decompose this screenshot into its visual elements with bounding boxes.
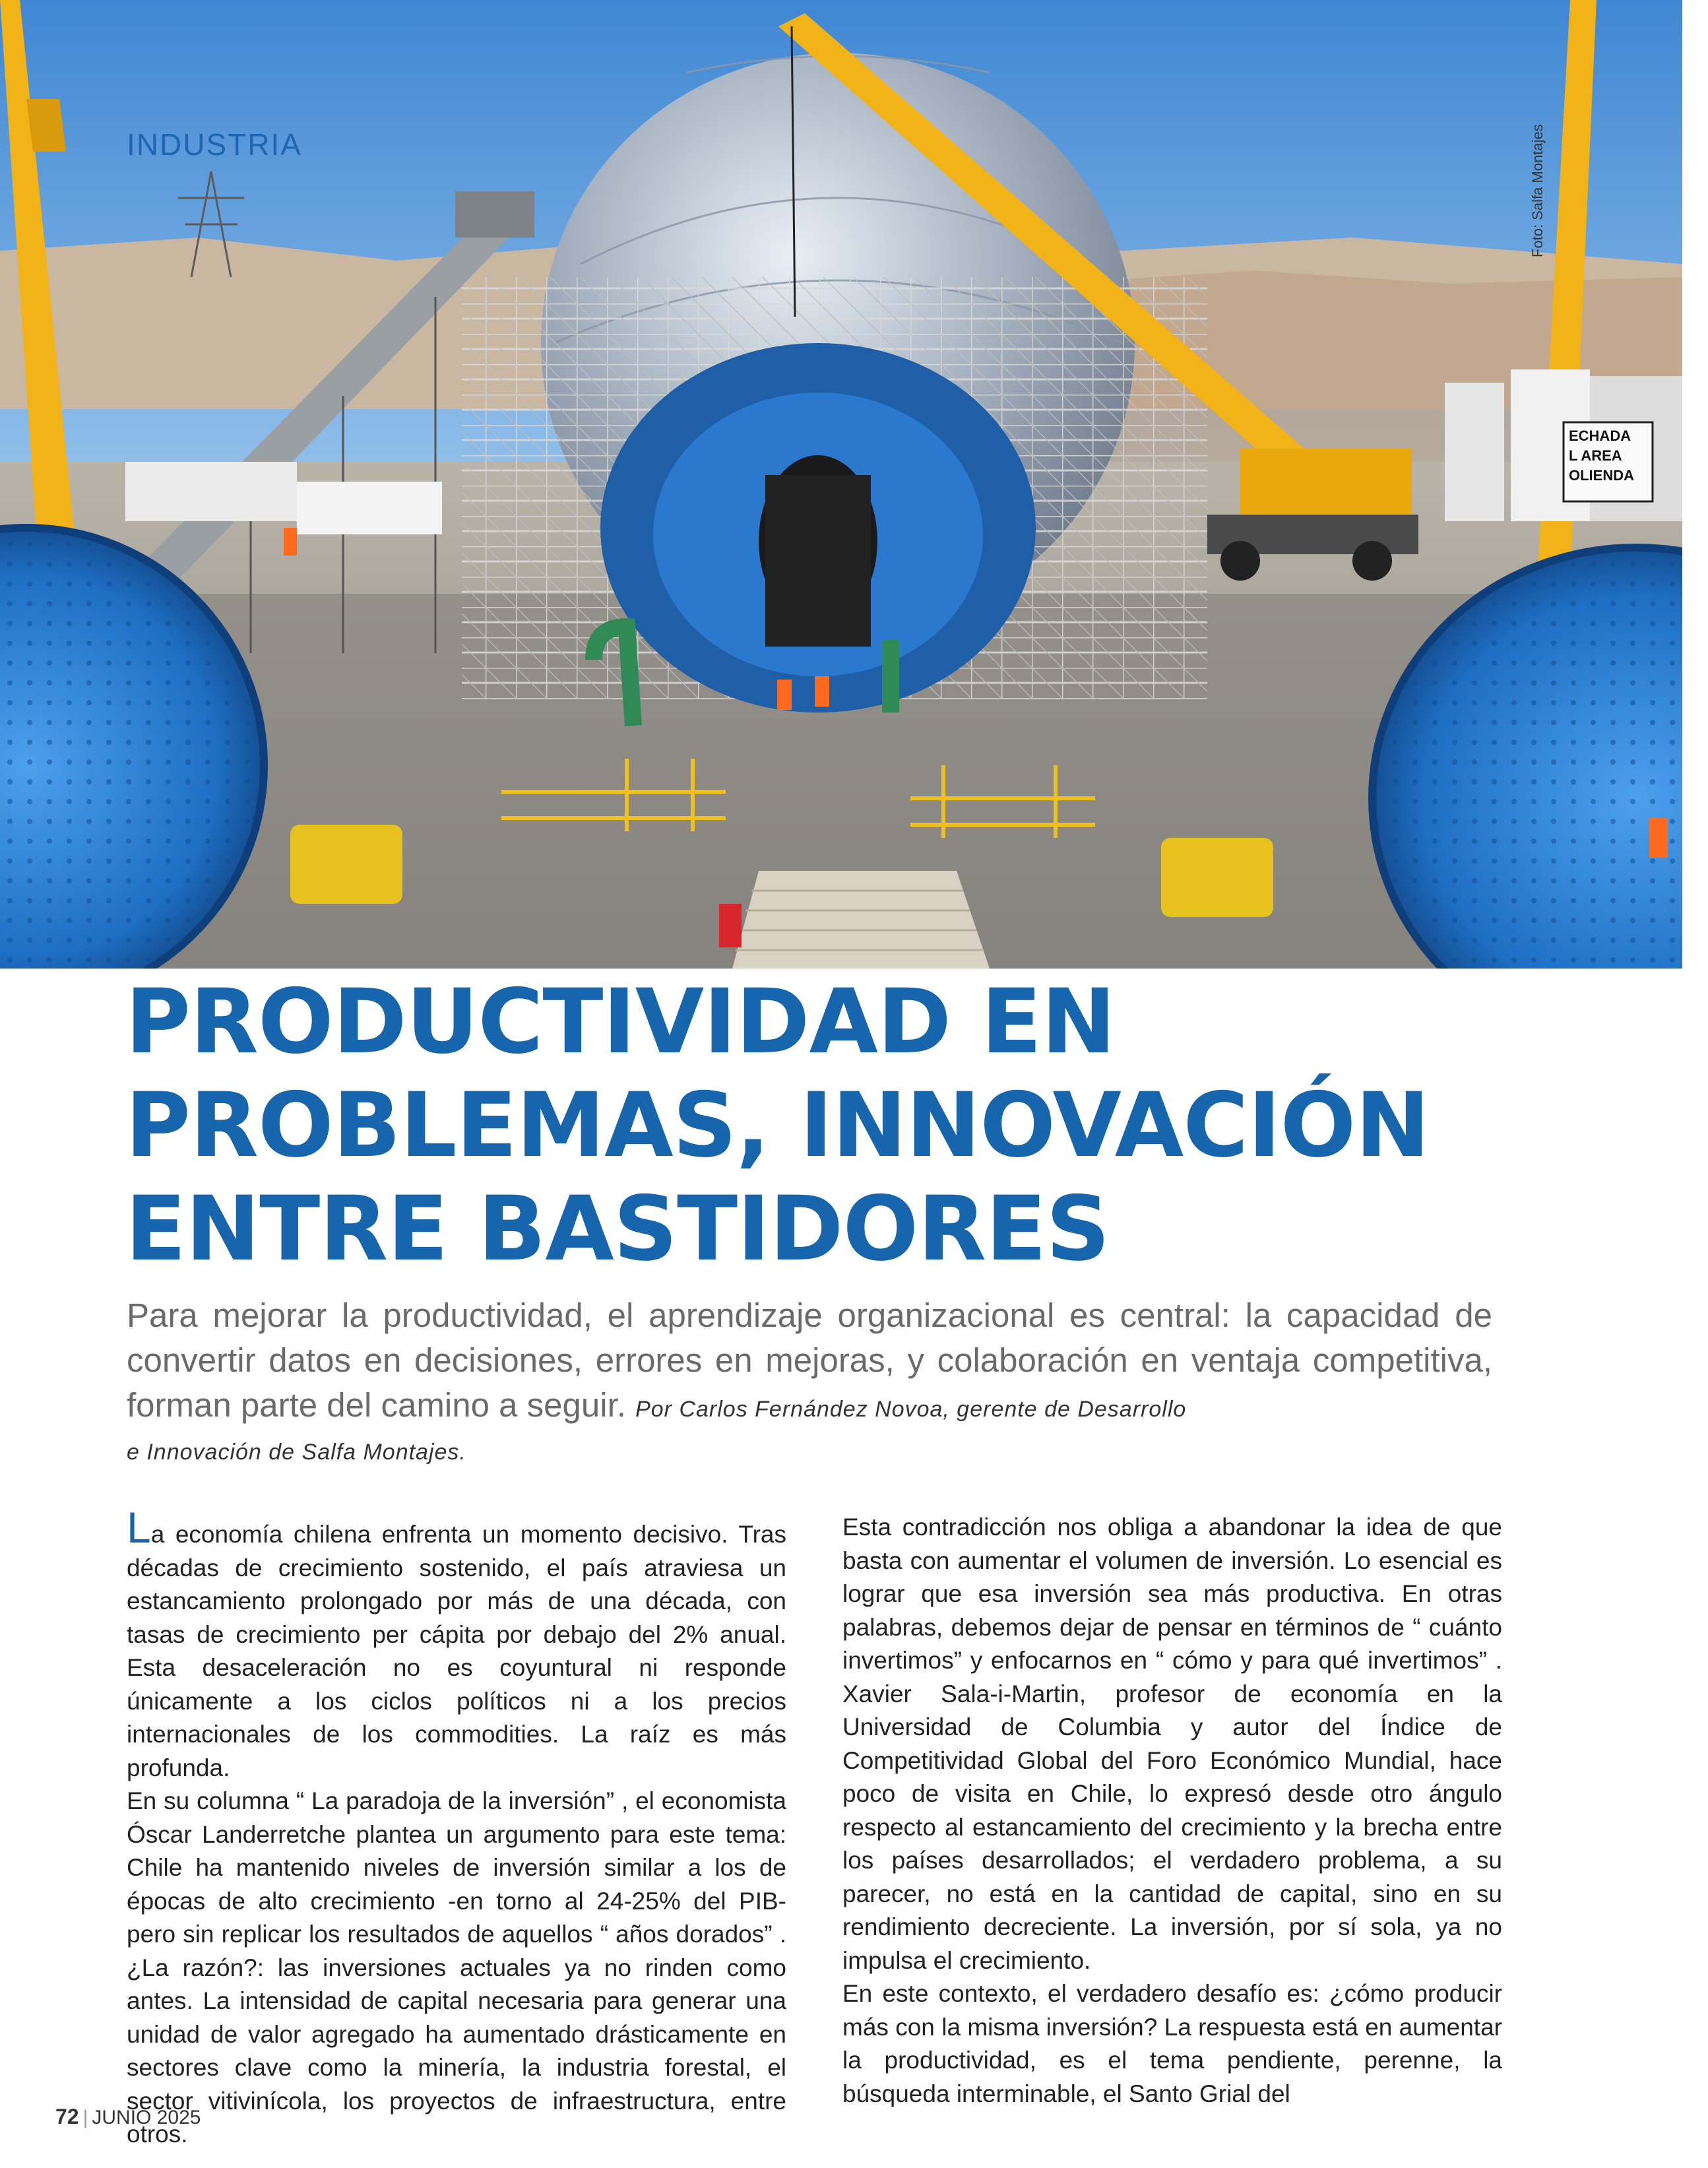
title-line: PRODUCTIVIDAD EN bbox=[125, 970, 1116, 1073]
lead-text: Para mejorar la productividad, el aprendizaje organizacional es central: la capacidad de convertir datos en decisiones, errores en mejoras, y colaboración en ventaja competitiva, forman parte del camino a seguir. bbox=[127, 1296, 1492, 1424]
gearbox-left bbox=[290, 825, 402, 904]
site-office bbox=[125, 462, 297, 521]
byline-continued: e Innovación de Salfa Montajes. bbox=[127, 1440, 466, 1465]
footer-separator: | bbox=[82, 2107, 88, 2128]
body-column-right bbox=[842, 1511, 1502, 2111]
body-paragraph: La economía chilena enfrenta un momento decisivo. Tras décadas de crecimiento sostenido, el país atraviesa un estancamiento prolongado por más de una década, con tasas de crecimiento per cápita por debajo del 2% anual. Esta desaceleración no es coyuntural ni responde únicamente a los ciclos políticos ni a los precios internacionales de los commodities. La raíz es más profunda. bbox=[127, 1503, 786, 1781]
gearbox-right bbox=[1161, 838, 1273, 917]
issue-date: JUNIO 2025 bbox=[92, 2107, 201, 2128]
title-line: PROBLEMAS, INNOVACIÓN bbox=[125, 1073, 1430, 1177]
walkway bbox=[732, 871, 990, 969]
page-number: 72 bbox=[55, 2105, 79, 2128]
lead-paragraph bbox=[127, 1293, 1492, 1432]
section-tag: INDUSTRIA bbox=[127, 127, 302, 162]
body-paragraph: Esta contradicción nos obliga a abandonar la idea de que basta con aumentar el volumen de inversión. Lo esencial es lograr que esa inversión sea más productiva. En otras palabras, debemos dejar de pensar en términos de “ cuánto invertimos” y enfocarnos en “ cómo y para qué invertimos” . Xavier Sala-i-Martin, profesor de economía en la Universidad de Columbia y autor del Índice de Competitividad Global del Foro Económico Mundial, hace poco de visita en Chile, lo expresó desde otro ángulo respecto al estancamiento del crecimiento y la brecha entre los países desarrollados; el verdadero problema, a su parecer, no está en la cantidad de capital, sino en su rendimiento decreciente. La inversión, por sí sola, ya no impulsa el crecimiento. bbox=[842, 1514, 1502, 1974]
svg-text:ECHADA: ECHADA bbox=[1569, 428, 1631, 444]
hero-photo bbox=[0, 0, 1682, 969]
svg-text:L AREA: L AREA bbox=[1569, 447, 1622, 464]
page-footer bbox=[55, 2105, 201, 2129]
article-title bbox=[125, 970, 1616, 1281]
title-line: ENTRE BASTIDORES bbox=[125, 1177, 1110, 1281]
svg-text:OLIENDA: OLIENDA bbox=[1569, 467, 1634, 484]
body-paragraph: En su columna “ La paradoja de la inversión” , el economista Óscar Landerretche plantea un argumento para este tema: Chile ha mantenido niveles de inversión similar a los de épocas de alto crecimiento -en torno al 24-25% del PIB- pero sin replicar los resultados de aquellos “ años dorados” . ¿La razón?: las inversiones actuales ya no rinden como antes. La intensidad de capital necesaria para generar una unidad de valor agregado ha aumentado drásticamente en sectores clave como la minería, la industria forestal, el sector vitivinícola, los proyectos de infraestructura, entre otros. bbox=[127, 1787, 786, 2148]
body-column-left bbox=[127, 1503, 786, 2152]
drop-cap: L bbox=[127, 1503, 151, 1552]
body-paragraph: En este contexto, el verdadero desafío es: ¿cómo producir más con la misma inversión? La respuesta está en aumentar la productividad, es el tema pendiente, perenne, la búsqueda interminable, el Santo Grial del bbox=[842, 1980, 1502, 2107]
photo-credit: Foto: Salfa Montajes bbox=[1529, 124, 1546, 257]
warning-sign bbox=[1564, 422, 1653, 501]
byline: Por Carlos Fernández Novoa, gerente de Desarrollo bbox=[635, 1397, 1187, 1422]
